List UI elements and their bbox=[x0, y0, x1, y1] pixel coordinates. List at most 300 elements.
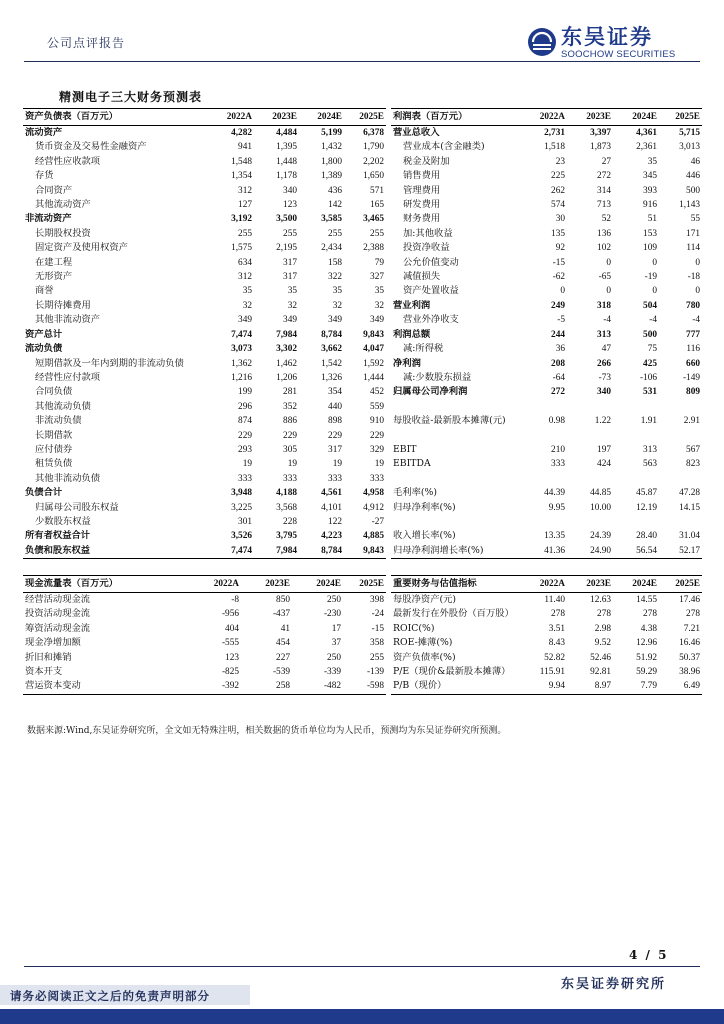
table-row bbox=[391, 241, 702, 255]
cell-value: 0 bbox=[606, 257, 611, 268]
cell-value: -19 bbox=[644, 272, 657, 283]
table-row bbox=[391, 544, 702, 559]
cell-value: 7.79 bbox=[613, 679, 659, 694]
row-label: P/B（现价） bbox=[391, 679, 521, 694]
cell-value: 197 bbox=[597, 444, 611, 455]
table-row bbox=[391, 472, 702, 486]
column-header: 2024E bbox=[613, 576, 659, 593]
cell-value: 0.98 bbox=[548, 416, 565, 427]
row-label: 负债合计 bbox=[25, 487, 63, 499]
row-label bbox=[391, 472, 521, 486]
cell-value: 317 bbox=[283, 272, 297, 283]
cell-value: 59.29 bbox=[636, 667, 657, 678]
cell-value: 52.17 bbox=[659, 544, 702, 559]
row-label bbox=[391, 515, 521, 529]
cell-value: 12.63 bbox=[590, 595, 611, 605]
cell-value: 1,326 bbox=[321, 372, 342, 383]
table-row bbox=[23, 501, 386, 515]
cell-value: 1,354 bbox=[231, 171, 252, 182]
cell-value: 1,542 bbox=[321, 358, 342, 369]
row-label: 商誉 bbox=[35, 285, 54, 297]
cell-value: 123 bbox=[225, 652, 239, 663]
cell-value: 4,101 bbox=[321, 502, 342, 513]
table-row bbox=[23, 400, 386, 414]
cell-value: 777 bbox=[686, 329, 700, 340]
cell-value: 317 bbox=[283, 257, 297, 268]
table-row bbox=[391, 357, 702, 371]
cell-value: 7,984 bbox=[254, 544, 299, 559]
cell-value: 1,518 bbox=[544, 142, 565, 153]
cell-value: -339 bbox=[323, 667, 341, 678]
cell-value: -18 bbox=[687, 272, 700, 283]
cell-value: 3,225 bbox=[231, 502, 252, 513]
cell-value: 313 bbox=[597, 329, 611, 340]
cell-value: 850 bbox=[276, 595, 290, 605]
table-row bbox=[23, 665, 386, 679]
table-title: 现金流量表（百万元） bbox=[23, 576, 188, 593]
row-label: 收入增长率(%) bbox=[393, 530, 456, 542]
cell-value: 8.43 bbox=[548, 638, 565, 649]
cell-value: 322 bbox=[328, 272, 342, 283]
cell-value: 32 bbox=[242, 300, 252, 311]
table-row bbox=[391, 140, 702, 154]
column-header: 2024E bbox=[299, 109, 344, 126]
cell-value: -956 bbox=[221, 609, 239, 620]
row-label: 财务费用 bbox=[403, 213, 441, 225]
row-label: 营业外净收支 bbox=[403, 314, 459, 326]
cell-value: 454 bbox=[276, 638, 290, 649]
cell-value: 5,199 bbox=[321, 128, 342, 138]
cell-value: 293 bbox=[238, 444, 252, 455]
cell-value: 349 bbox=[328, 315, 342, 326]
table-row bbox=[391, 184, 702, 198]
cell-value: 14.55 bbox=[636, 595, 657, 605]
cell-value: 2,731 bbox=[544, 128, 565, 138]
cell-value: 244 bbox=[551, 329, 565, 340]
cell-value: 352 bbox=[283, 401, 297, 412]
cell-value: 563 bbox=[643, 459, 657, 470]
table-row bbox=[23, 636, 386, 650]
table-row bbox=[23, 313, 386, 327]
cell-value: 229 bbox=[283, 430, 297, 441]
table-row bbox=[23, 328, 386, 342]
cell-value: 910 bbox=[370, 416, 384, 427]
cell-value: -24 bbox=[371, 609, 384, 620]
row-label: 营业成本(含金融类) bbox=[403, 141, 485, 153]
cell-value: 0 bbox=[695, 257, 700, 268]
column-header: 2022A bbox=[188, 576, 241, 593]
cell-value: -15 bbox=[552, 257, 565, 268]
cell-value: 37 bbox=[331, 638, 341, 649]
table-row bbox=[23, 126, 386, 141]
cell-value: 109 bbox=[643, 243, 657, 254]
cell-value: 249 bbox=[551, 300, 565, 311]
cell-value: -5 bbox=[557, 315, 565, 326]
cell-value: 255 bbox=[328, 228, 342, 239]
cell-value: -27 bbox=[371, 516, 384, 527]
cell-value bbox=[613, 472, 659, 486]
cell-value: 227 bbox=[276, 652, 290, 663]
row-label: 归属母公司股东权益 bbox=[35, 501, 119, 513]
cell-value: 398 bbox=[370, 595, 384, 605]
cell-value: 305 bbox=[283, 444, 297, 455]
cell-value: 713 bbox=[597, 200, 611, 211]
cell-value: 24.90 bbox=[567, 544, 613, 559]
table-row bbox=[23, 472, 386, 486]
cell-value: 2,195 bbox=[276, 243, 297, 254]
row-label: 税金及附加 bbox=[403, 155, 450, 167]
cell-value: 10.00 bbox=[590, 502, 611, 513]
table-row bbox=[391, 270, 702, 284]
row-label: P/E（现价&最新股本摊薄） bbox=[393, 666, 511, 678]
cell-value bbox=[613, 515, 659, 529]
table-row bbox=[23, 241, 386, 255]
cell-value: 32 bbox=[374, 300, 384, 311]
table-row bbox=[391, 529, 702, 543]
row-label: 其他非流动资产 bbox=[35, 314, 101, 326]
cell-value bbox=[521, 429, 567, 443]
column-header: 2022A bbox=[208, 109, 254, 126]
table-row bbox=[391, 385, 702, 399]
row-label bbox=[391, 429, 521, 443]
cell-value: 250 bbox=[327, 595, 341, 605]
cell-value: 340 bbox=[597, 387, 611, 398]
cell-value: 122 bbox=[328, 516, 342, 527]
cell-value: 0 bbox=[606, 286, 611, 297]
cell-value: 333 bbox=[370, 473, 384, 484]
cell-value: 9.52 bbox=[594, 638, 611, 649]
cell-value: 38.96 bbox=[679, 667, 700, 678]
cell-value: 4,561 bbox=[321, 488, 342, 499]
row-label: 租赁负债 bbox=[35, 458, 73, 470]
cell-value: 255 bbox=[370, 652, 384, 663]
cell-value: 333 bbox=[238, 473, 252, 484]
cell-value bbox=[659, 472, 702, 486]
cell-value: 51 bbox=[647, 214, 657, 225]
cell-value: 2.98 bbox=[594, 623, 611, 634]
table-row bbox=[391, 328, 702, 342]
cell-value: 780 bbox=[686, 300, 700, 311]
cell-value: 123 bbox=[283, 200, 297, 211]
cell-value: 23 bbox=[555, 156, 565, 167]
cell-value: 3.51 bbox=[548, 623, 565, 634]
cell-value: 228 bbox=[283, 516, 297, 527]
row-label: 营运资本变动 bbox=[23, 679, 188, 694]
cell-value: 255 bbox=[283, 228, 297, 239]
cell-value: 358 bbox=[370, 638, 384, 649]
cell-value: 3,795 bbox=[276, 531, 297, 542]
cell-value: 3,073 bbox=[231, 344, 252, 355]
cell-value: 79 bbox=[374, 257, 384, 268]
cell-value: 262 bbox=[551, 185, 565, 196]
cell-value: 1.91 bbox=[640, 416, 657, 427]
cell-value: 436 bbox=[328, 185, 342, 196]
table-row bbox=[23, 184, 386, 198]
row-label: 营业利润 bbox=[393, 299, 431, 311]
cell-value: 32 bbox=[287, 300, 297, 311]
column-header: 2023E bbox=[254, 109, 299, 126]
cell-value: 102 bbox=[597, 243, 611, 254]
cell-value: -4 bbox=[649, 315, 657, 326]
table-row bbox=[23, 270, 386, 284]
cell-value: 3,465 bbox=[363, 214, 384, 225]
cell-value: -598 bbox=[343, 679, 386, 694]
cell-value: 44.85 bbox=[590, 488, 611, 499]
table-row bbox=[23, 679, 386, 694]
cell-value: 229 bbox=[238, 430, 252, 441]
row-label: 管理费用 bbox=[403, 184, 441, 196]
cell-value: 1,873 bbox=[590, 142, 611, 153]
cell-value: 349 bbox=[238, 315, 252, 326]
cell-value: 3,500 bbox=[276, 214, 297, 225]
cell-value: 55 bbox=[690, 214, 700, 225]
cell-value: 24.39 bbox=[590, 531, 611, 542]
cell-value: 19 bbox=[374, 459, 384, 470]
cell-value: 41 bbox=[280, 623, 290, 634]
cell-value: 47 bbox=[601, 344, 611, 355]
row-label: 利润总额 bbox=[393, 328, 431, 340]
row-label: 投资净收益 bbox=[403, 242, 450, 254]
cell-value: 660 bbox=[686, 358, 700, 369]
table-row bbox=[23, 529, 386, 543]
cell-value: 115.91 bbox=[539, 667, 565, 678]
cell-value: 199 bbox=[238, 387, 252, 398]
row-label: 减:所得税 bbox=[403, 343, 444, 355]
cell-value: 823 bbox=[686, 459, 700, 470]
cell-value: 32 bbox=[332, 300, 342, 311]
table-row bbox=[23, 385, 386, 399]
row-label: 合同负债 bbox=[35, 386, 73, 398]
row-label: EBITDA bbox=[393, 458, 431, 470]
cell-value: 4,912 bbox=[363, 502, 384, 513]
table-row bbox=[23, 169, 386, 183]
cell-value: 4,223 bbox=[321, 531, 342, 542]
row-label: 销售费用 bbox=[403, 170, 441, 182]
table-row bbox=[391, 299, 702, 313]
cell-value: 1,216 bbox=[231, 372, 252, 383]
cell-value: 17.46 bbox=[679, 595, 700, 605]
cell-value: -4 bbox=[692, 315, 700, 326]
cell-value: 92 bbox=[555, 243, 565, 254]
table-row bbox=[391, 607, 702, 621]
cell-value: 1.22 bbox=[594, 416, 611, 427]
cell-value: 0 bbox=[560, 286, 565, 297]
cell-value: 941 bbox=[238, 142, 252, 153]
cell-value: 1,592 bbox=[363, 358, 384, 369]
cell-value: 41.36 bbox=[521, 544, 567, 559]
cell-value: 916 bbox=[643, 200, 657, 211]
row-label: 非流动资产 bbox=[25, 213, 72, 225]
cell-value: 1,650 bbox=[363, 171, 384, 182]
row-label: 经营活动现金流 bbox=[25, 594, 91, 605]
cell-value: 3,662 bbox=[321, 344, 342, 355]
cell-value: 27 bbox=[601, 156, 611, 167]
cell-value: 2.91 bbox=[683, 416, 700, 427]
cell-value: 30 bbox=[555, 214, 565, 225]
cell-value: 567 bbox=[686, 444, 700, 455]
table-row bbox=[391, 313, 702, 327]
table-row bbox=[391, 169, 702, 183]
row-label: 归母净利率(%) bbox=[393, 501, 456, 513]
cell-value: 1,206 bbox=[276, 372, 297, 383]
cell-value: -65 bbox=[598, 272, 611, 283]
table-row bbox=[391, 486, 702, 500]
table-row bbox=[391, 126, 702, 141]
cell-value: 31.04 bbox=[679, 531, 700, 542]
cell-value: 354 bbox=[328, 387, 342, 398]
cell-value: 116 bbox=[686, 344, 700, 355]
table-row bbox=[391, 443, 702, 457]
cell-value bbox=[521, 515, 567, 529]
table-row bbox=[23, 607, 386, 621]
cell-value: 229 bbox=[370, 430, 384, 441]
cell-value: 404 bbox=[225, 623, 239, 634]
cell-value: 17 bbox=[331, 623, 341, 634]
row-label: 减:少数股东损益 bbox=[403, 371, 472, 383]
table-header-row bbox=[391, 576, 702, 593]
cell-value: 898 bbox=[328, 416, 342, 427]
cell-value: 446 bbox=[686, 171, 700, 182]
row-label: 归母净利润增长率(%) bbox=[391, 544, 521, 559]
brand-logo bbox=[527, 25, 677, 61]
cell-value: 13.35 bbox=[544, 531, 565, 542]
cell-value: 4.38 bbox=[640, 623, 657, 634]
cell-value: -539 bbox=[272, 667, 290, 678]
row-label: 存货 bbox=[35, 170, 54, 182]
cell-value: 327 bbox=[370, 272, 384, 283]
table-title: 重要财务与估值指标 bbox=[391, 576, 521, 593]
cell-value: 7,474 bbox=[208, 544, 254, 559]
cell-value: 19 bbox=[287, 459, 297, 470]
cell-value: 440 bbox=[328, 401, 342, 412]
cell-value: 255 bbox=[370, 228, 384, 239]
cell-value: 35 bbox=[242, 286, 252, 297]
column-header: 2023E bbox=[567, 576, 613, 593]
row-label: 货币资金及交易性金融资产 bbox=[35, 141, 147, 153]
cell-value: -62 bbox=[552, 272, 565, 283]
cell-value: 393 bbox=[643, 185, 657, 196]
cell-value: -4 bbox=[603, 315, 611, 326]
table-title: 利润表（百万元） bbox=[391, 109, 521, 126]
table-row bbox=[23, 486, 386, 500]
cell-value: 6.49 bbox=[659, 679, 702, 694]
cell-value: 136 bbox=[597, 228, 611, 239]
cell-value: 312 bbox=[238, 272, 252, 283]
cell-value: 4,361 bbox=[636, 128, 657, 138]
row-label: 筹资活动现金流 bbox=[25, 622, 91, 634]
cell-value: 19 bbox=[332, 459, 342, 470]
table-row bbox=[23, 593, 386, 608]
cell-value: 886 bbox=[283, 416, 297, 427]
table-header-row bbox=[391, 109, 702, 126]
column-header: 2025E bbox=[659, 109, 702, 126]
cell-value: 1,462 bbox=[276, 358, 297, 369]
footer-divider bbox=[24, 966, 700, 967]
cell-value: 4,047 bbox=[363, 344, 384, 355]
cell-value: 8,784 bbox=[321, 329, 342, 340]
row-label: 净利润 bbox=[393, 357, 421, 369]
cell-value: 0 bbox=[695, 286, 700, 297]
cell-value: 500 bbox=[643, 329, 657, 340]
cell-value: 272 bbox=[597, 171, 611, 182]
row-label: 固定资产及使用权资产 bbox=[35, 242, 128, 254]
row-label: ROIC(%) bbox=[393, 622, 435, 634]
cell-value: 225 bbox=[551, 171, 565, 182]
cell-value: 158 bbox=[328, 257, 342, 268]
cell-value: 340 bbox=[283, 185, 297, 196]
cell-value: 44.39 bbox=[544, 488, 565, 499]
cell-value: 4,188 bbox=[276, 488, 297, 499]
footer-brand-bar bbox=[0, 1009, 724, 1024]
cell-value: 8,784 bbox=[299, 544, 344, 559]
cell-value bbox=[613, 429, 659, 443]
cell-value: 210 bbox=[551, 444, 565, 455]
column-header: 2022A bbox=[521, 576, 567, 593]
table-row bbox=[391, 679, 702, 694]
cell-value: -8 bbox=[231, 595, 239, 605]
cell-value: -64 bbox=[552, 372, 565, 383]
row-label: 非流动负债 bbox=[35, 415, 82, 427]
header-divider bbox=[24, 61, 700, 62]
data-source-note: 数据来源:Wind,东吴证券研究所，全文如无特殊注明，相关数据的货币单位均为人民币，预测均为东吴证券研究所预测。 bbox=[27, 726, 507, 736]
cell-value: 7,474 bbox=[231, 329, 252, 340]
cell-value: 35 bbox=[374, 286, 384, 297]
cell-value: 16.46 bbox=[679, 638, 700, 649]
table-row bbox=[23, 371, 386, 385]
cell-value: 333 bbox=[551, 459, 565, 470]
cell-value: 333 bbox=[283, 473, 297, 484]
table-row bbox=[23, 155, 386, 169]
table-row bbox=[23, 414, 386, 428]
cell-value: 250 bbox=[327, 652, 341, 663]
cell-value: 208 bbox=[551, 358, 565, 369]
cell-value: -106 bbox=[639, 372, 657, 383]
income-statement-table bbox=[391, 108, 702, 559]
cell-value bbox=[567, 472, 613, 486]
cell-value: 345 bbox=[643, 171, 657, 182]
cell-value bbox=[567, 515, 613, 529]
cell-value: 45.87 bbox=[636, 488, 657, 499]
table-row bbox=[23, 256, 386, 270]
cell-value: 559 bbox=[370, 401, 384, 412]
footer-institute: 东吴证券研究所 bbox=[561, 977, 667, 992]
table-title: 资产负债表（百万元） bbox=[23, 109, 208, 126]
cell-value: 2,434 bbox=[321, 243, 342, 254]
column-header: 2023E bbox=[567, 109, 613, 126]
table-row bbox=[391, 227, 702, 241]
logo-mark-icon bbox=[527, 27, 557, 57]
table-row bbox=[391, 665, 702, 679]
table-row bbox=[391, 371, 702, 385]
table-row bbox=[391, 342, 702, 356]
column-header: 2025E bbox=[344, 109, 386, 126]
cell-value: 11.40 bbox=[544, 595, 565, 605]
cell-value: 272 bbox=[551, 387, 565, 398]
row-label: 长期借款 bbox=[35, 429, 73, 441]
cell-value: 50.37 bbox=[679, 652, 700, 663]
cell-value: 1,432 bbox=[321, 142, 342, 153]
table-row bbox=[23, 443, 386, 457]
table-row bbox=[23, 544, 386, 559]
table-row bbox=[391, 198, 702, 212]
row-label: 加:其他收益 bbox=[403, 227, 453, 239]
cell-value: 266 bbox=[597, 358, 611, 369]
row-label: 现金净增加额 bbox=[25, 637, 81, 649]
cell-value: 3,302 bbox=[276, 344, 297, 355]
cell-value: -482 bbox=[292, 679, 343, 694]
table-row bbox=[23, 299, 386, 313]
cell-value: 0 bbox=[652, 286, 657, 297]
